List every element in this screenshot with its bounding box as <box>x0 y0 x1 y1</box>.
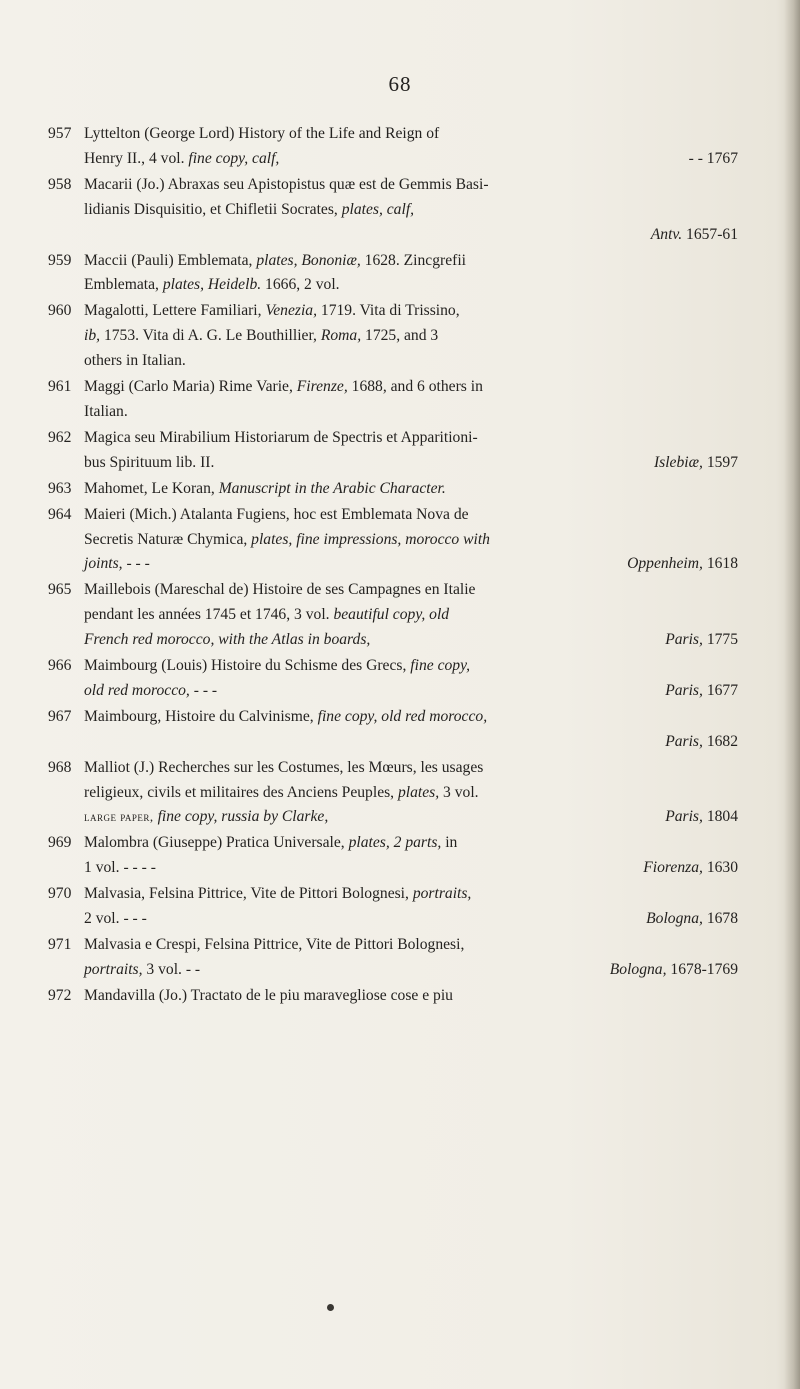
entry-line <box>48 426 738 451</box>
entry-line <box>48 375 738 400</box>
imprint <box>641 223 738 248</box>
entry-line <box>48 781 738 806</box>
roman-text: Malliot (J.) Recherches sur les Costumes, les Mœurs, les usages <box>84 758 484 776</box>
roman-text: Magalotti, Lettere Familiari, <box>84 302 262 320</box>
italic-text: plates, fine impressions, morocco with <box>251 530 490 548</box>
roman-text: Mandavilla (Jo.) Tractato de le piu maravegliose cose e piu <box>84 986 453 1004</box>
entry-line <box>48 451 738 476</box>
roman-text: Malvasia, Felsina Pittrice, Vite de Pittori Bolognesi, <box>84 885 409 903</box>
catalogue-entry <box>48 426 738 476</box>
lot-number: 960 <box>48 302 72 320</box>
entry-text <box>84 426 738 451</box>
roman-text: 1719. Vita di Trissino, <box>320 302 460 320</box>
entry-line <box>48 805 738 830</box>
imprint-place: Oppenheim, <box>627 555 703 573</box>
imprint-date: 1678-1769 <box>670 960 738 978</box>
roman-text: in <box>445 834 458 852</box>
entry-text <box>84 628 655 653</box>
entry-line <box>48 147 738 172</box>
entry-line <box>48 958 738 983</box>
italic-text: old red morocco, <box>84 681 190 699</box>
entry-line <box>48 603 738 628</box>
imprint-place: Bologna, <box>646 910 703 928</box>
imprint <box>655 628 738 653</box>
roman-text: 2 vol. <box>84 910 120 928</box>
italic-text: joints, <box>84 555 123 573</box>
entry-text <box>84 654 738 679</box>
page-number: 68 <box>388 72 412 96</box>
roman-text: 1753. Vita di A. G. Le Bouthillier, <box>103 327 317 345</box>
entry-line <box>48 907 738 932</box>
imprint <box>655 805 738 830</box>
entry-line <box>48 249 738 274</box>
entry-text <box>84 805 655 830</box>
entry-text <box>84 756 738 781</box>
entry-text <box>84 451 644 476</box>
entry-line <box>48 933 738 958</box>
imprint-date: 1775 <box>706 631 738 649</box>
entry-text <box>84 503 738 528</box>
italic-text: fine copy, russia by Clarke, <box>157 808 329 826</box>
imprint-date: 1677 <box>706 681 738 699</box>
imprint <box>617 552 738 577</box>
roman-text: 3 vol. <box>443 783 479 801</box>
entry-line <box>48 578 738 603</box>
lot-number: 967 <box>48 707 72 725</box>
entry-text <box>84 907 636 932</box>
roman-text: Malombra (Giuseppe) Pratica Universale, <box>84 834 345 852</box>
entry-line <box>48 984 738 1009</box>
entry-line <box>48 756 738 781</box>
entry-text <box>84 147 679 172</box>
imprint-date: 1657-61 <box>686 225 738 243</box>
roman-text: 1688, and 6 others in <box>351 378 483 396</box>
lot-number: 971 <box>48 936 72 953</box>
imprint-place: Paris, <box>665 681 703 699</box>
catalogue-entry <box>48 705 738 755</box>
roman-text: Maimbourg (Louis) Histoire du Schisme des Grecs, <box>84 657 407 675</box>
catalogue-entry <box>48 756 738 831</box>
entry-text <box>84 984 738 1009</box>
entry-text <box>84 375 738 400</box>
entry-text <box>84 705 738 730</box>
imprint <box>655 730 738 755</box>
italic-text: Firenze, <box>296 378 348 396</box>
imprint <box>655 679 738 704</box>
roman-text: Emblemata, <box>84 276 159 294</box>
italic-text: fine copy, old red morocco, <box>317 707 488 725</box>
ink-spot <box>327 1304 334 1311</box>
entry-line <box>48 856 738 881</box>
imprint-place: Antv. <box>650 225 683 243</box>
italic-text: French red morocco, with the Atlas in boards, <box>84 631 371 649</box>
roman-text: others in Italian. <box>84 352 186 370</box>
italic-text: plates, Bononiæ, <box>256 251 361 269</box>
italic-text: Manuscript in the Arabic Character. <box>218 479 446 497</box>
entry-line <box>48 679 738 704</box>
small-caps-text: large paper, <box>84 809 154 825</box>
entry-line <box>48 122 738 147</box>
entry-line <box>48 528 738 553</box>
italic-text: plates, calf, <box>341 200 415 218</box>
entry-text <box>84 603 738 628</box>
entry-text <box>84 249 738 274</box>
roman-text: - - - <box>126 555 150 573</box>
roman-text: Macarii (Jo.) Abraxas seu Apistopistus quæ est de Gemmis Basi- <box>84 175 489 193</box>
imprint-date: 1618 <box>706 555 738 573</box>
catalogue-entry <box>48 375 738 425</box>
imprint <box>633 856 738 881</box>
entry-line <box>48 477 738 502</box>
roman-text: - - - <box>123 910 147 928</box>
roman-text: 3 vol. - - <box>146 960 201 978</box>
roman-text: Italian. <box>84 402 128 420</box>
italic-text: plates, Heidelb. <box>162 276 262 294</box>
catalogue-entry <box>48 831 738 881</box>
roman-text: Mahomet, Le Koran, <box>84 479 215 497</box>
entry-line <box>48 730 738 755</box>
italic-text: fine copy, <box>410 657 471 675</box>
entry-line <box>48 705 738 730</box>
imprint <box>600 958 738 983</box>
italic-text: portraits, <box>412 885 472 903</box>
catalogue-entry <box>48 578 738 653</box>
roman-text: religieux, civils et militaires des Anciens Peuples, <box>84 783 395 801</box>
lot-number: 959 <box>48 251 72 269</box>
imprint-place: Fiorenza, <box>643 859 703 877</box>
roman-text: Henry II., 4 vol. <box>84 149 185 167</box>
entry-text <box>84 958 600 983</box>
roman-text: - - - <box>193 681 218 699</box>
imprint-date: 1804 <box>706 808 738 826</box>
catalogue-entry <box>48 173 738 248</box>
lot-number: 968 <box>48 758 72 776</box>
entry-line <box>48 273 738 298</box>
entry-text <box>84 477 738 502</box>
italic-text: beautiful copy, old <box>333 606 450 624</box>
roman-text: 1725, and 3 <box>365 327 439 345</box>
lot-number: 961 <box>48 378 72 396</box>
roman-text: Secretis Naturæ Chymica, <box>84 530 248 548</box>
entry-text <box>84 173 738 198</box>
roman-text: Lyttelton (George Lord) History of the Life and Reign of <box>84 125 440 142</box>
italic-text: plates, <box>397 783 440 801</box>
italic-text: portraits, <box>84 960 143 978</box>
imprint <box>644 451 738 476</box>
catalogue-entry <box>48 503 738 578</box>
lot-number: 963 <box>48 479 72 497</box>
lot-number: 957 <box>48 125 72 142</box>
entry-text <box>84 933 738 958</box>
imprint-place: Paris, <box>665 732 703 750</box>
imprint-place: Paris, <box>665 808 703 826</box>
catalogue-entry <box>48 122 738 172</box>
entry-text <box>84 299 738 324</box>
entry-line <box>48 299 738 324</box>
catalogue-entry <box>48 882 738 932</box>
italic-text: Venezia, <box>265 302 317 320</box>
roman-text: - - - - <box>123 859 156 877</box>
entry-line <box>48 654 738 679</box>
page-edge-shadow <box>784 0 800 1389</box>
entry-line <box>48 198 738 223</box>
roman-text: Magica seu Mirabilium Historiarum de Spectris et Apparitioni- <box>84 428 478 446</box>
imprint-date: 1678 <box>706 910 738 928</box>
entry-text <box>84 349 738 374</box>
imprint-date: 1682 <box>706 732 738 750</box>
lot-number: 964 <box>48 505 72 523</box>
entry-text <box>84 831 738 856</box>
roman-text: Malvasia e Crespi, Felsina Pittrice, Vite de Pittori Bolognesi, <box>84 936 465 953</box>
entry-text <box>84 122 738 147</box>
entry-line <box>48 173 738 198</box>
catalogue-entry <box>48 249 738 299</box>
roman-text: pendant les années 1745 et 1746, 3 vol. <box>84 606 330 624</box>
roman-text: 1628. Zincgrefii <box>364 251 466 269</box>
roman-text: lidianis Disquisitio, et Chifletii Socrates, <box>84 200 338 218</box>
lot-number: 965 <box>48 581 72 599</box>
entry-text <box>84 856 633 881</box>
entry-line <box>48 223 738 248</box>
italic-text: fine copy, calf, <box>188 149 280 167</box>
entry-line <box>48 503 738 528</box>
imprint <box>636 907 738 932</box>
roman-text: Maillebois (Mareschal de) Histoire de ses Campagnes en Italie <box>84 581 476 599</box>
italic-text: Roma, <box>320 327 362 345</box>
entry-line <box>48 831 738 856</box>
entry-line <box>48 552 738 577</box>
imprint-place: Bologna, <box>609 960 667 978</box>
entry-text <box>84 578 738 603</box>
lot-number: 962 <box>48 428 72 446</box>
lot-number: 969 <box>48 834 72 852</box>
lot-number: 972 <box>48 986 72 1004</box>
roman-text: bus Spirituum lib. II. <box>84 453 215 471</box>
imprint-date: 1630 <box>706 859 738 877</box>
lot-number: 958 <box>48 175 72 193</box>
catalogue-entries <box>48 122 738 1010</box>
imprint-place: Islebiæ, <box>653 453 703 471</box>
imprint-place: Paris, <box>665 631 703 649</box>
entry-text <box>84 528 738 553</box>
catalogue-entry <box>48 933 738 983</box>
entry-line <box>48 349 738 374</box>
catalogue-entry <box>48 477 738 502</box>
catalogue-entry <box>48 654 738 704</box>
entry-line <box>48 882 738 907</box>
entry-line <box>48 628 738 653</box>
entry-text <box>84 198 738 223</box>
entry-text <box>84 882 738 907</box>
lot-number: 970 <box>48 885 72 903</box>
catalogue-entry <box>48 984 738 1009</box>
roman-text: Maggi (Carlo Maria) Rime Varie, <box>84 378 293 396</box>
entry-text <box>84 781 738 806</box>
entry-text <box>84 552 617 577</box>
roman-text: Maimbourg, Histoire du Calvinisme, <box>84 707 314 725</box>
roman-text: Maieri (Mich.) Atalanta Fugiens, hoc est Emblemata Nova de <box>84 505 469 523</box>
catalogue-entry <box>48 299 738 374</box>
entry-text <box>84 400 738 425</box>
italic-text: ib, <box>84 327 101 345</box>
entry-line <box>48 400 738 425</box>
imprint <box>679 147 738 172</box>
roman-text: 1 vol. <box>84 859 120 877</box>
roman-text: 1666, 2 vol. <box>265 276 340 294</box>
entry-line <box>48 324 738 349</box>
italic-text: plates, 2 parts, <box>348 834 442 852</box>
entry-text <box>84 324 738 349</box>
entry-text <box>84 679 655 704</box>
roman-text: Maccii (Pauli) Emblemata, <box>84 251 253 269</box>
entry-text <box>84 273 738 298</box>
lot-number: 966 <box>48 657 72 675</box>
imprint-date: 1597 <box>706 453 738 471</box>
imprint-date: - - 1767 <box>688 149 738 167</box>
